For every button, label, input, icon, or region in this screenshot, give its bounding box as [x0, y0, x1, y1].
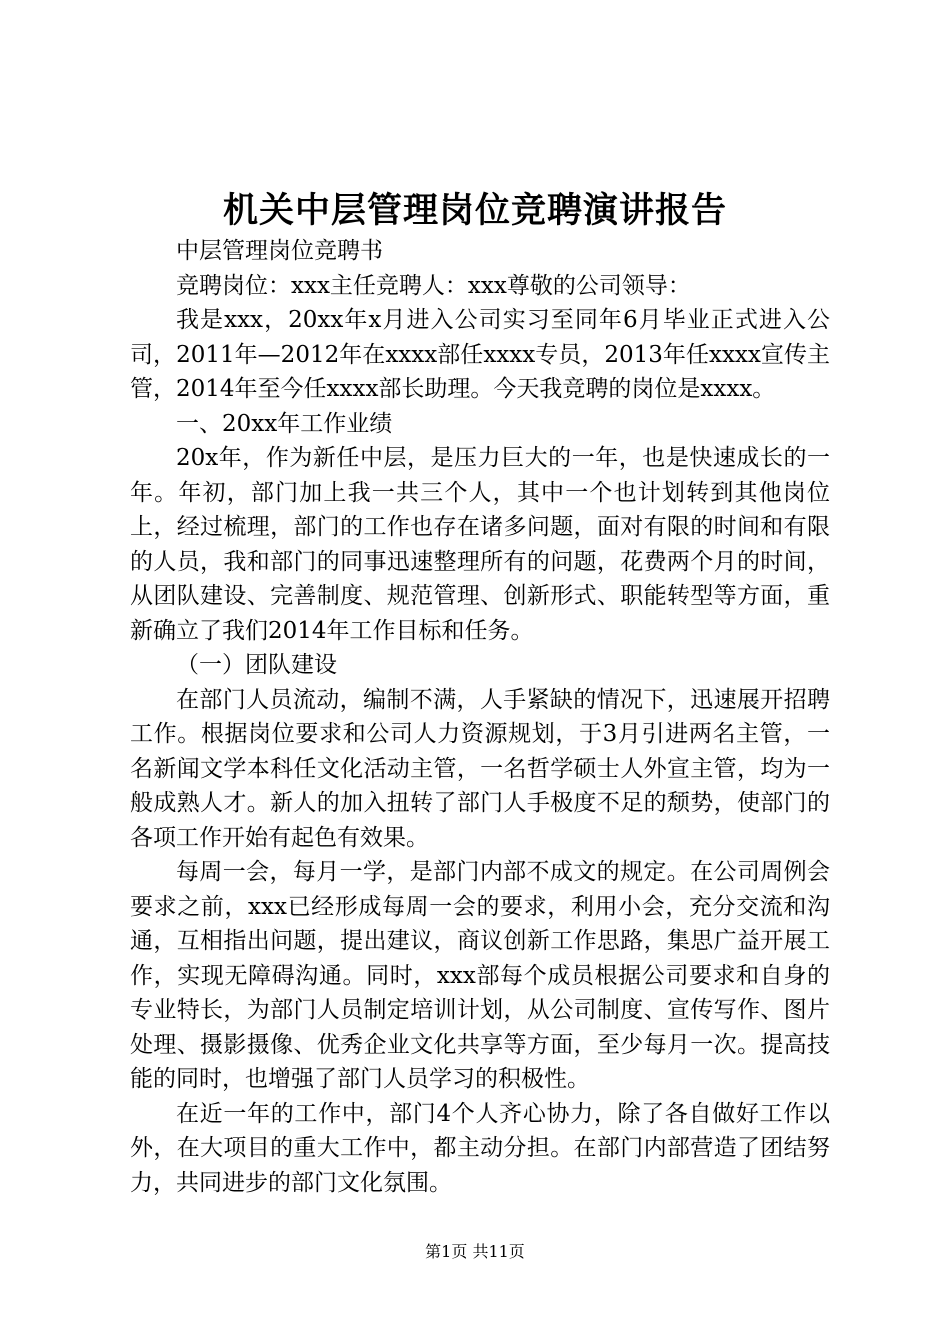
page-number-footer: 第1页 共11页: [425, 1242, 525, 1261]
paragraph-recruitment: 在部门人员流动，编制不满，人手紧缺的情况下，迅速展开招聘工作。根据岗位要求和公司人力资源规划，于3月引进两名主管，一名新闻文学本科任文化活动主管，一名哲学硕士人外宣主管，均为一般成熟人才。新人的加入扭转了部门人手极度不足的颓势，使部门的各项工作开始有起色有效果。: [130, 686, 830, 851]
subsection-heading-team-building: （一）团队建设: [176, 652, 337, 678]
paragraph-weekly-meetings: 每周一会，每月一学，是部门内部不成文的规定。在公司周例会要求之前，xxx已经形成每周一会的要求，利用小会，充分交流和沟通，互相指出问题，提出建议，商议创新工作思路，集思广益开展工作，实现无障碍沟通。同时，xxx部每个成员根据公司要求和自身的专业特长，为部门人员制定培训计划，从公司制度、宣传写作、图片处理、摄影摄像、优秀企业文化共享等方面，至少每月一次。提高技能的同时，也增强了部门人员学习的积极性。: [130, 859, 830, 1092]
section-heading-performance: 一、20xx年工作业绩: [176, 410, 393, 437]
paragraph-teamwork: 在近一年的工作中，部门4个人齐心协力，除了各自做好工作以外，在大项目的重大工作中，都主动分担。在部门内部营造了团结努力，共同进步的部门文化氛围。: [130, 1100, 830, 1196]
document-body: [130, 234, 830, 1200]
paragraph-position-info: 竞聘岗位：xxx主任竞聘人：xxx尊敬的公司领导：: [176, 272, 691, 299]
paragraph-performance: 20x年，作为新任中层，是压力巨大的一年，也是快速成长的一年。年初，部门加上我一共三个人，其中一个也计划转到其他岗位上，经过梳理，部门的工作也存在诸多问题，面对有限的时间和有限的人员，我和部门的同事迅速整理所有的问题，花费两个月的时间，从团队建设、完善制度、规范管理、创新形式、职能转型等方面，重新确立了我们2014年工作目标和任务。: [130, 445, 830, 644]
paragraph-self-introduction: 我是xxx，20xx年x月进入公司实习至同年6月毕业正式进入公司，2011年—2012年在xxxx部任xxxx专员，2013年任xxxx宣传主管，2014年至今任xxxx部长助理。今天我竞聘的岗位是xxxx。: [130, 307, 830, 402]
document-title: 机关中层管理岗位竞聘演讲报告: [222, 190, 727, 231]
paragraph-subtitle: 中层管理岗位竞聘书: [176, 238, 383, 264]
